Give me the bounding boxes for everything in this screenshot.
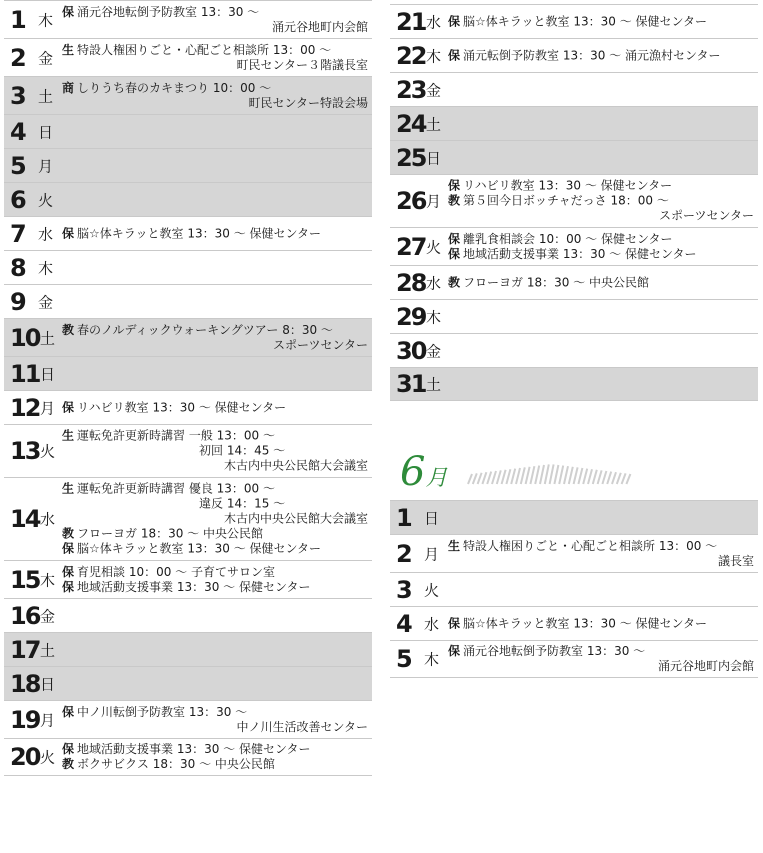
weekday-label: 木 (426, 47, 442, 65)
day-number: 3 (10, 81, 25, 110)
calendar-row (4, 0, 372, 38)
day-number: 28 (396, 268, 426, 297)
event-item (448, 275, 754, 290)
weekday-label: 金 (426, 342, 442, 360)
event-list (448, 539, 754, 569)
event-item (62, 542, 368, 557)
stripe-mark (545, 464, 549, 484)
calendar-row (4, 700, 372, 738)
weekday-label: 水 (38, 225, 54, 243)
event-list (62, 742, 368, 772)
category-mark: 生 (448, 538, 461, 553)
event-subline: 違反 14：15 ～ (199, 496, 286, 511)
category-mark: 保 (62, 400, 75, 414)
day-number: 13 (10, 437, 40, 465)
event-item (62, 742, 368, 757)
weekday-label: 土 (40, 329, 56, 347)
stripe-mark (564, 466, 568, 484)
stripe-mark (593, 470, 597, 484)
event-text: 地域活動支援事業 13：30 ～ 保健センター (77, 579, 311, 594)
june-title (400, 450, 447, 501)
event-text: 運転免許更新時講習 一般 13：00 ～ (77, 428, 275, 443)
weekday-label: 日 (38, 123, 54, 141)
stripe-mark (482, 472, 486, 484)
event-list (448, 48, 754, 63)
day-number: 30 (396, 336, 426, 365)
event-venue: 木古内中央公民館大会議室 (223, 511, 368, 526)
weekday-label: 水 (40, 510, 56, 529)
stripe-decoration (464, 456, 634, 496)
weekday-label: 木 (40, 571, 56, 589)
event-venue: 木古内中央公民館大会議室 (223, 458, 368, 473)
category-mark: 保 (62, 579, 75, 594)
event-list (62, 5, 368, 35)
event-venue: 中ノ川生活改善センター (236, 719, 368, 734)
stripe-mark (617, 473, 621, 484)
weekday-label: 日 (424, 509, 440, 527)
event-item (62, 226, 368, 241)
calendar-row (4, 390, 372, 424)
event-item (448, 14, 754, 29)
weekday-label: 水 (426, 274, 442, 292)
calendar-row (390, 572, 758, 606)
stripe-mark (497, 470, 501, 484)
event-text: 脳☆体キラッと教室 13：30 ～ 保健センター (463, 14, 708, 28)
weekday-label: 水 (424, 615, 440, 633)
event-item (62, 43, 368, 58)
stripe-mark (569, 467, 573, 484)
category-mark: 教 (448, 193, 461, 208)
event-list (448, 275, 754, 290)
weekday-label: 月 (40, 711, 56, 729)
category-mark: 保 (448, 231, 461, 246)
weekday-label: 火 (40, 442, 56, 461)
day-number: 4 (10, 117, 25, 146)
stripe-mark (487, 472, 491, 484)
stripe-mark (468, 474, 472, 484)
stripe-mark (607, 472, 611, 484)
weekday-label: 月 (424, 545, 440, 563)
stripe-mark (559, 466, 563, 484)
stripe-mark (506, 469, 510, 484)
event-item (448, 539, 754, 554)
weekday-label: 火 (38, 191, 54, 209)
event-subline: 初回 14：45 ～ (199, 443, 286, 458)
stripe-mark (612, 472, 616, 484)
calendar-row (390, 500, 758, 534)
category-mark: 教 (62, 526, 75, 541)
event-list (448, 14, 754, 29)
day-number: 9 (10, 287, 25, 316)
category-mark: 保 (62, 704, 75, 719)
day-number: 2 (10, 43, 25, 72)
event-list (62, 705, 368, 735)
event-text: 脳☆体キラッと教室 13：30 ～ 保健センター (77, 226, 322, 240)
category-mark: 保 (62, 564, 75, 579)
calendar-row (390, 534, 758, 572)
weekday-label: 木 (38, 11, 54, 29)
day-number: 24 (396, 109, 426, 138)
event-list (62, 226, 368, 241)
event-text: フローヨガ 18：30 ～ 中央公民館 (463, 275, 649, 289)
event-list (448, 644, 754, 674)
event-item (62, 323, 368, 338)
day-number: 19 (10, 705, 40, 734)
weekday-label: 日 (40, 675, 56, 693)
event-text: リハビリ教室 13：30 ～ 保健センター (463, 178, 673, 193)
day-number: 31 (396, 370, 426, 398)
event-venue: 議長室 (717, 553, 754, 568)
stripe-mark (598, 470, 602, 484)
weekday-label: 日 (426, 149, 442, 167)
weekday-label: 火 (40, 748, 56, 767)
category-mark: 保 (448, 178, 461, 193)
calendar-row (390, 4, 758, 38)
calendar-row (4, 632, 372, 666)
weekday-label: 木 (424, 650, 440, 669)
calendar-row (4, 424, 372, 477)
weekday-label: 水 (426, 13, 442, 31)
day-number: 7 (10, 219, 25, 248)
event-item (448, 232, 754, 247)
day-number: 4 (396, 609, 411, 638)
event-list (62, 43, 368, 73)
category-mark: 保 (62, 541, 75, 556)
event-text: 地域活動支援事業 13：30 ～ 保健センター (463, 246, 697, 261)
category-mark: 教 (62, 757, 75, 771)
calendar-row (390, 265, 758, 299)
stripe-mark (511, 469, 515, 484)
weekday-label: 木 (38, 259, 54, 277)
calendar-row (390, 106, 758, 140)
calendar-row (4, 114, 372, 148)
weekday-label: 木 (426, 308, 442, 326)
june-title-number: 6 (400, 449, 426, 495)
category-mark: 生 (62, 42, 75, 57)
stripe-mark (478, 473, 482, 484)
event-list (62, 429, 368, 474)
event-text: フローヨガ 18：30 ～ 中央公民館 (77, 526, 263, 541)
event-venue: スポーツセンター (658, 208, 754, 223)
calendar-row (4, 666, 372, 700)
event-text: 涌元谷地転倒予防教室 13：30 ～ (463, 644, 646, 658)
calendar-row (4, 598, 372, 632)
stripe-mark (574, 467, 578, 484)
weekday-label: 火 (426, 238, 442, 256)
calendar-row (4, 148, 372, 182)
stripe-mark (530, 466, 534, 484)
calendar-row (390, 333, 758, 367)
calendar-row (390, 640, 758, 678)
category-mark: 保 (448, 644, 461, 658)
category-mark: 保 (448, 246, 461, 261)
event-venue: 町民センター特設会場 (248, 95, 368, 110)
day-number: 5 (396, 645, 411, 673)
stripe-mark (602, 471, 606, 484)
stripe-mark (540, 465, 544, 484)
event-text: リハビリ教室 13：30 ～ 保健センター (77, 400, 287, 414)
weekday-label: 土 (38, 87, 54, 105)
day-number: 18 (10, 669, 40, 698)
event-item (448, 194, 754, 209)
stripe-mark (492, 471, 496, 484)
calendar-row (390, 299, 758, 333)
calendar-row (390, 606, 758, 640)
event-text: 中ノ川転倒予防教室 13：30 ～ (77, 704, 248, 719)
stripe-mark (535, 466, 539, 484)
day-number: 11 (10, 359, 40, 388)
event-list (448, 616, 754, 631)
event-item (62, 565, 368, 580)
category-mark: 保 (448, 616, 461, 630)
calendar-row (4, 284, 372, 318)
calendar-row (4, 318, 372, 356)
calendar-row (4, 477, 372, 560)
weekday-label: 土 (40, 641, 56, 659)
day-number: 17 (10, 635, 40, 664)
weekday-label: 月 (38, 157, 54, 175)
event-text: しりうち春のカキまつり 10：00 ～ (77, 80, 272, 95)
category-mark: 保 (448, 14, 461, 28)
weekday-label: 金 (426, 81, 442, 99)
category-mark: 教 (448, 275, 461, 289)
day-number: 20 (10, 743, 40, 771)
calendar-row (390, 72, 758, 106)
day-number: 14 (10, 505, 40, 533)
category-mark: 商 (62, 80, 75, 95)
event-list (448, 232, 754, 262)
category-mark: 生 (62, 428, 75, 443)
calendar-row (4, 76, 372, 114)
day-number: 21 (396, 7, 426, 36)
event-list (62, 323, 368, 353)
stripe-mark (578, 468, 582, 484)
event-text: 脳☆体キラッと教室 13：30 ～ 保健センター (77, 541, 322, 556)
weekday-label: 金 (40, 607, 56, 625)
weekday-label: 金 (38, 49, 54, 67)
weekday-label: 土 (426, 375, 442, 394)
day-number: 27 (396, 232, 426, 261)
calendar-row (4, 182, 372, 216)
category-mark: 生 (62, 481, 75, 496)
calendar-row (390, 174, 758, 227)
stripe-mark (554, 465, 558, 484)
event-venue: スポーツセンター (272, 337, 368, 352)
calendar-row (4, 38, 372, 76)
event-item (448, 247, 754, 262)
calendar-row (4, 738, 372, 776)
calendar-row (4, 356, 372, 390)
category-mark: 保 (62, 226, 75, 240)
category-mark: 教 (62, 322, 75, 337)
weekday-label: 月 (426, 192, 442, 211)
event-item (448, 48, 754, 63)
calendar-row (390, 367, 758, 401)
june-header (390, 448, 758, 500)
event-text: 第５回今日ボッチャだっさ 18：00 ～ (463, 193, 669, 208)
event-text: 脳☆体キラッと教室 13：30 ～ 保健センター (463, 616, 708, 630)
event-item (62, 429, 368, 444)
weekday-label: 土 (426, 115, 442, 133)
day-number: 12 (10, 393, 40, 422)
category-mark: 保 (62, 4, 75, 19)
day-number: 29 (396, 302, 426, 331)
stripe-mark (473, 473, 477, 484)
event-text: 特設人権困りごと・心配ごと相談所 13：00 ～ (463, 538, 718, 553)
day-number: 5 (10, 151, 25, 180)
stripe-mark (516, 468, 520, 484)
day-number: 1 (396, 503, 411, 532)
calendar-row (390, 227, 758, 265)
day-number: 10 (10, 323, 40, 352)
day-number: 23 (396, 75, 426, 104)
event-venue: 涌元谷地町内会館 (271, 19, 368, 34)
event-item (62, 5, 368, 20)
event-text: 涌元転倒予防教室 13：30 ～ 涌元漁村センター (463, 48, 721, 62)
event-text: 運転免許更新時講習 優良 13：00 ～ (77, 481, 275, 496)
june-title-unit: 月 (425, 466, 448, 491)
weekday-label: 火 (424, 581, 440, 599)
event-text: 地域活動支援事業 13：30 ～ 保健センター (77, 742, 311, 756)
event-venue: 町民センター３階議長室 (236, 57, 368, 72)
day-number: 8 (10, 253, 25, 282)
day-number: 16 (10, 601, 40, 630)
category-mark: 保 (62, 742, 75, 756)
day-number: 25 (396, 143, 426, 172)
event-item (448, 644, 754, 659)
calendar-row (390, 38, 758, 72)
day-number: 22 (396, 41, 426, 70)
stripe-mark (521, 467, 525, 484)
day-number: 6 (10, 185, 25, 214)
day-number: 26 (396, 187, 426, 215)
event-item (62, 580, 368, 595)
event-text: 育児相談 10：00 ～ 子育てサロン室 (77, 564, 275, 579)
calendar-row (4, 250, 372, 284)
event-item (62, 527, 368, 542)
day-number: 15 (10, 565, 40, 594)
event-text: 特設人権困りごと・心配ごと相談所 13：00 ～ (77, 42, 332, 57)
stripe-mark (502, 470, 506, 484)
event-list (62, 400, 368, 415)
weekday-label: 日 (40, 365, 56, 383)
event-list (62, 81, 368, 111)
event-list (62, 565, 368, 595)
calendar-row (4, 560, 372, 598)
event-text: 春のノルディックウォーキングツアー 8：30 ～ (77, 322, 333, 337)
day-number: 1 (10, 5, 25, 34)
event-venue: 涌元谷地町内会館 (657, 659, 754, 673)
stripe-mark (526, 467, 530, 484)
calendar-row (390, 140, 758, 174)
event-item (62, 757, 368, 772)
stripe-mark (583, 469, 587, 484)
event-item (62, 81, 368, 96)
weekday-label: 金 (38, 293, 54, 311)
event-item (62, 482, 368, 497)
day-number: 2 (396, 539, 411, 568)
event-item (448, 616, 754, 631)
stripe-mark (626, 474, 630, 484)
event-text: 涌元谷地転倒予防教室 13：30 ～ (77, 4, 260, 19)
day-number: 3 (396, 575, 411, 604)
category-mark: 保 (448, 48, 461, 62)
calendar-row (4, 216, 372, 250)
event-item (448, 179, 754, 194)
weekday-label: 月 (40, 399, 56, 417)
stripe-mark (622, 473, 626, 484)
event-text: ボクサビクス 18：30 ～ 中央公民館 (77, 757, 275, 771)
stripe-mark (550, 464, 554, 484)
event-item (62, 705, 368, 720)
event-list (448, 179, 754, 224)
event-text: 離乳食相談会 10：00 ～ 保健センター (463, 231, 673, 246)
event-item (62, 400, 368, 415)
stripe-mark (588, 469, 592, 484)
event-list (62, 482, 368, 557)
